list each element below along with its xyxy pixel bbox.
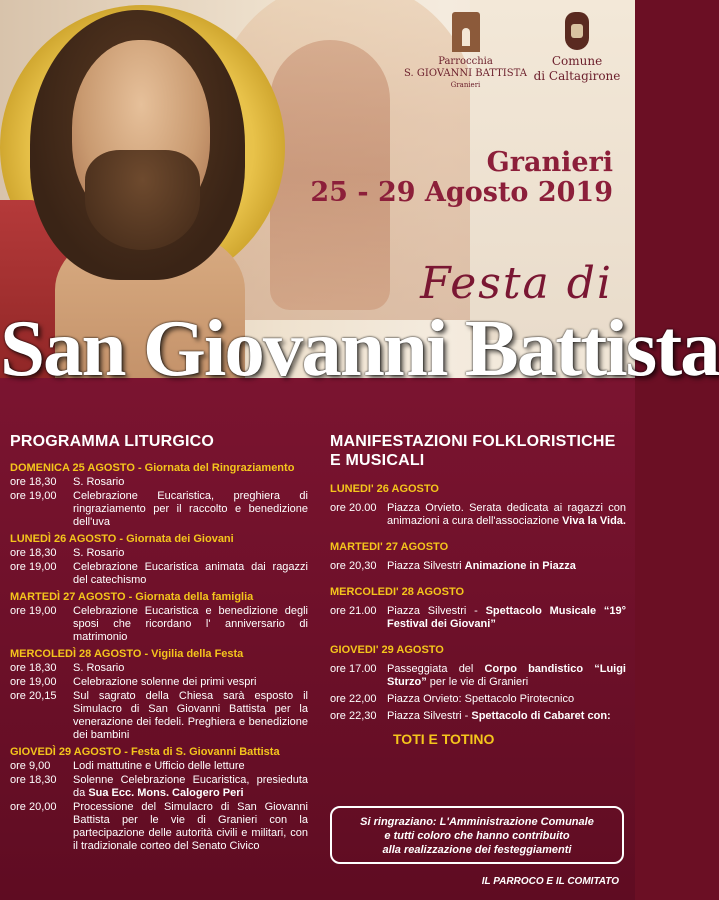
folk-program [330, 432, 626, 747]
entry-time: ore 19,00 [10, 676, 57, 688]
main-title: San Giovanni Battista [0, 303, 719, 393]
entry-text [387, 663, 626, 689]
entry-time: ore 18,30 [10, 662, 57, 674]
program-entry [10, 547, 308, 560]
entry-text-bold: Spettacolo Musicale “19° Festival dei Giovani” [387, 605, 626, 630]
day-heading: LUNEDÌ 26 AGOSTO - Giornata dei Giovani [10, 533, 234, 545]
program-entry [330, 710, 626, 723]
entry-text [73, 774, 308, 800]
event-dates: 25 - 29 Agosto 2019 [310, 177, 613, 208]
entry-text-bold: Corpo bandistico “Luigi Sturzo” [387, 663, 626, 688]
entry-text [387, 560, 626, 573]
folk-title-line1: MANIFESTAZIONI FOLKLORISTICHE [330, 433, 616, 450]
saint-beard [85, 150, 200, 250]
entry-time: ore 21.00 [330, 605, 377, 617]
day-heading: GIOVEDÌ 29 AGOSTO - Festa di S. Giovanni Battista [10, 746, 280, 758]
entry-text: Processione del Simulacro di San Giovanni Battista per le vie di Granieri con la partecipazione delle autorità civili e militari, con il tradizionale corteo del Senato Civico [73, 801, 308, 852]
entry-text-plain: Piazza Orvieto. Serata dedicata ai ragazzi con animazioni a cura dell'associazione [387, 502, 626, 527]
program-entry [10, 690, 308, 742]
entry-text: Sul sagrato della Chiesa sarà esposto il Simulacro di San Giovanni Battista per la venerazione dei fedeli. Preghiera e benedizione dei bambini [73, 690, 308, 741]
entry-text: S. Rosario [73, 662, 125, 674]
entry-time: ore 20.00 [330, 502, 377, 514]
program-entry [330, 560, 626, 573]
day-heading: MERCOLEDI' 28 AGOSTO [330, 586, 465, 598]
entry-time: ore 20,30 [330, 560, 377, 572]
entry-text-bold: Spettacolo di Cabaret con: [471, 710, 611, 722]
event-place-dates [310, 148, 613, 208]
day-heading: MERCOLEDÌ 28 AGOSTO - Vigilia della Festa [10, 648, 244, 660]
program-entry [330, 605, 626, 631]
thanks-line3: alla realizzazione dei festeggiamenti [382, 844, 572, 856]
entry-time: ore 22,00 [330, 693, 377, 705]
entry-time: ore 18,30 [10, 476, 57, 488]
entry-time: ore 19,00 [10, 605, 57, 617]
entry-time: ore 20,15 [10, 690, 57, 702]
entry-text: Lodi mattutine e Ufficio delle letture [73, 760, 245, 772]
program-entry [330, 502, 626, 528]
logos [403, 12, 623, 112]
entry-text-plain-2: per le vie di Granieri [429, 676, 529, 688]
comune-line2: di Caltagirone [533, 69, 621, 83]
entry-text-bold: Sua Ecc. Mons. Calogero Peri [88, 787, 244, 799]
program-entry [10, 676, 308, 689]
program-entry [10, 760, 308, 773]
parrocchia-line2: S. GIOVANNI BATTISTA [404, 68, 527, 79]
program-entry [10, 774, 308, 800]
entry-time: ore 18,30 [10, 547, 57, 559]
entry-text: S. Rosario [73, 476, 125, 488]
parrocchia-line3: Granieri [450, 81, 481, 89]
church-icon [452, 12, 480, 52]
entry-time: ore 19,00 [10, 561, 57, 573]
program-entry [330, 663, 626, 689]
day-heading: MARTEDI' 27 AGOSTO [330, 541, 449, 553]
day-heading: LUNEDI' 26 AGOSTO [330, 483, 439, 495]
program-entry [10, 801, 308, 853]
program-entry [10, 662, 308, 675]
entry-text: S. Rosario [73, 547, 125, 559]
crest-icon [565, 12, 589, 50]
cabaret-performers: TOTI E TOTINO [393, 731, 495, 747]
entry-text-plain: Solenne Celebrazione Eucaristica, presieduta da [73, 774, 308, 799]
entry-text: Celebrazione solenne dei primi vespri [73, 676, 257, 688]
entry-text [387, 710, 626, 723]
entry-text: Piazza Orvieto: Spettacolo Pirotecnico [387, 693, 575, 705]
entry-text-plain: Piazza Silvestri - [387, 605, 478, 617]
thanks-line2: e tutti coloro che hanno contribuito [384, 830, 570, 842]
entry-time: ore 18,30 [10, 774, 57, 786]
entry-text-bold: Viva la Vida. [562, 515, 626, 527]
day-heading: GIOVEDI' 29 AGOSTO [330, 644, 444, 656]
thanks-line1: Si ringraziano: L'Amministrazione Comunale [360, 816, 594, 828]
entry-text-plain: Passeggiata del [387, 663, 474, 675]
program-entry [330, 693, 626, 706]
day-heading: MARTEDÌ 27 AGOSTO - Giornata della famiglia [10, 591, 254, 603]
place-name: Granieri [486, 147, 613, 178]
logo-comune [531, 12, 623, 84]
entry-text: Celebrazione Eucaristica animata dai ragazzi del catechismo [73, 561, 308, 586]
entry-text-bold: Animazione in Piazza [464, 560, 576, 572]
parrocchia-line1: Parrocchia [438, 56, 493, 67]
program-entry [10, 490, 308, 529]
entry-time: ore 19,00 [10, 490, 57, 502]
liturgical-title: PROGRAMMA LITURGICO [10, 433, 215, 450]
folk-title-line2: E MUSICALI [330, 452, 425, 469]
signature: IL PARROCO E IL COMITATO [481, 876, 619, 887]
program-entry [10, 605, 308, 644]
comune-line1: Comune [551, 54, 603, 68]
logo-parrocchia [403, 12, 528, 90]
entry-time: ore 20,00 [10, 801, 57, 813]
entry-time: ore 9,00 [10, 760, 51, 772]
liturgical-program [10, 432, 308, 853]
folk-title [330, 432, 626, 470]
day-heading: DOMENICA 25 AGOSTO - Giornata del Ringraziamento [10, 462, 295, 474]
entry-text-plain: Piazza Silvestri - [387, 710, 469, 722]
entry-text: Celebrazione Eucaristica e benedizione degli sposi che ricordano l' anniversario di matrimonio [73, 605, 308, 643]
festa-di: Festa di [420, 258, 613, 309]
entry-text-plain: Piazza Silvestri [387, 560, 462, 572]
program-entry [10, 476, 308, 489]
entry-text: Celebrazione Eucaristica, preghiera di ringraziamento per il raccolto e benedizione dell'uva [73, 490, 308, 528]
entry-text [387, 605, 626, 631]
program-entry [10, 561, 308, 587]
entry-text [387, 502, 626, 528]
entry-time: ore 22,30 [330, 710, 377, 722]
thanks-box [330, 806, 624, 864]
entry-time: ore 17.00 [330, 663, 377, 675]
